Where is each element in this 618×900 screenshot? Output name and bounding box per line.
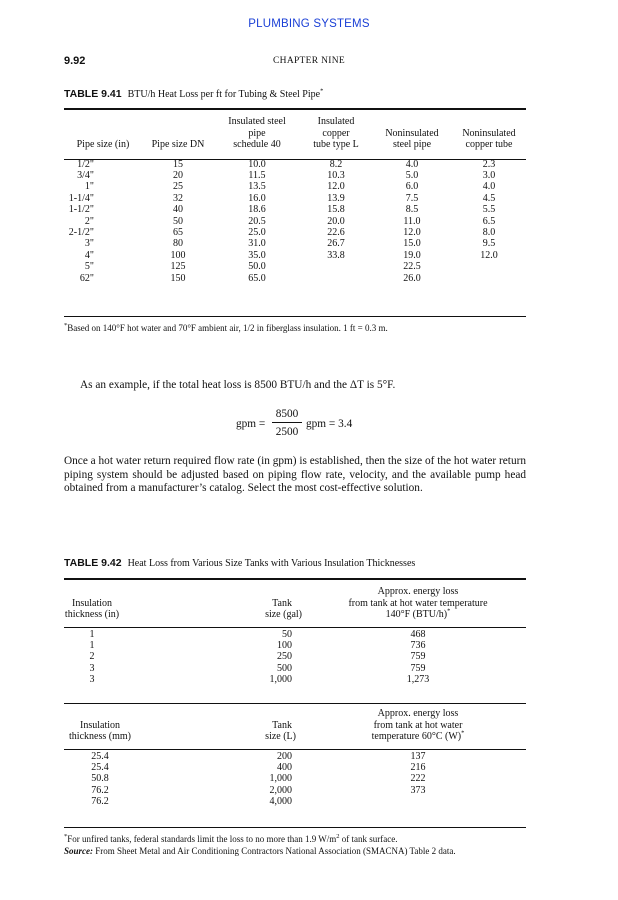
- table2-section-divider: [64, 703, 526, 704]
- table2-s1-header-tank-size: Tank size (gal): [265, 597, 302, 620]
- table2-s1-row: [64, 663, 526, 674]
- table2-s1-row: [64, 640, 526, 651]
- table1-header-noninsulated-copper: Noninsulated copper tube: [462, 127, 516, 150]
- equation-numerator: 8500: [275, 408, 299, 420]
- table1-cell: 150: [170, 272, 186, 284]
- table2-s2-row: [64, 743, 526, 762]
- table2-s1-header-thickness: Insulation thickness (in): [64, 597, 120, 620]
- table1-cell: 31.0: [248, 238, 266, 250]
- table2-caption: [64, 557, 415, 569]
- table1-cell: 1-1/4": [68, 192, 94, 204]
- table2-label: TABLE 9.42: [64, 557, 122, 569]
- table1-cell: 50: [173, 215, 183, 227]
- table1-title: BTU/h Heat Loss per ft for Tubing & Steel Pipe: [127, 89, 321, 100]
- table2-s1-cell: 759: [410, 651, 426, 663]
- table1-cell: 16.0: [248, 192, 266, 204]
- table2-s2-cell: 4,000: [269, 796, 292, 808]
- equation-denominator: 2500: [275, 426, 299, 438]
- table2-s2-cell: 25.4: [91, 761, 109, 773]
- table1-cell: 8.2: [329, 158, 343, 170]
- table1-cell: 65: [173, 226, 183, 238]
- running-head: PLUMBING SYSTEMS: [248, 18, 370, 30]
- table1-header-rule: [64, 159, 526, 160]
- table2-s1-row: [64, 674, 526, 685]
- table2-s1-cell: 1,273: [406, 674, 430, 686]
- table1-bottom-rule: [64, 316, 526, 317]
- table1-top-rule: [64, 108, 526, 110]
- table2-s2-cell: [310, 796, 526, 807]
- table2-s1-header-energy-loss: Approx. energy loss from tank at hot water temperature 140°F (BTU/h)*: [348, 586, 488, 620]
- table1-cell: 6.0: [405, 181, 419, 193]
- table1-cell: 3.0: [482, 169, 496, 181]
- table2-s2-row: [64, 785, 526, 796]
- table1-cell: 5.0: [405, 169, 419, 181]
- table1-cell: 100: [170, 249, 186, 261]
- table2-section2: [64, 708, 526, 808]
- table1-row: [64, 250, 526, 261]
- table1-header-pipe-size-in: Pipe size (in): [76, 139, 130, 150]
- table2-s1-cell: 1: [89, 639, 95, 651]
- table2-s1-cell: 1: [89, 628, 95, 640]
- table1-row: [64, 261, 526, 272]
- equation-fraction-bar: [272, 422, 302, 423]
- table1-cell: 2": [84, 215, 94, 227]
- table1-cell: 50.0: [248, 261, 266, 273]
- table1-row: [64, 193, 526, 204]
- table2-s1-cell: 3: [89, 662, 95, 674]
- table1-cell: 5.5: [482, 204, 496, 216]
- table2-s2-header-rule: [64, 749, 526, 750]
- gpm-equation: [236, 408, 396, 442]
- table1-cell: 25: [173, 181, 183, 193]
- table2-s2-cell: 200: [277, 750, 292, 762]
- table2-s2-header-tank-size: Tank size (L): [265, 719, 296, 742]
- table1-cell: 40: [173, 204, 183, 216]
- table1-cell: 11.0: [403, 215, 421, 227]
- table1-cell: 10.0: [248, 158, 266, 170]
- table2-s1-cell: 3: [89, 674, 95, 686]
- table1-cell: 25.0: [248, 226, 266, 238]
- table2-s1-cell: 250: [277, 651, 292, 663]
- table1-header-insulated-steel: Insulated steel pipe schedule 40: [228, 116, 286, 150]
- page-number: 9.92: [64, 55, 86, 67]
- table2-s2-cell: 50.8: [91, 773, 109, 785]
- table2-top-rule: [64, 578, 526, 580]
- table1-cell: 7.5: [405, 192, 419, 204]
- table1-cell: 33.8: [327, 249, 345, 261]
- table2-s2-row: [64, 796, 526, 807]
- table1-cell: 125: [170, 261, 186, 273]
- table1-cell: [452, 261, 526, 272]
- table1-cell: [452, 273, 526, 284]
- chapter-title: CHAPTER NINE: [273, 56, 345, 66]
- table1-cell: [300, 273, 372, 284]
- table1-cell: 8.5: [405, 204, 419, 216]
- table1-cell: 15: [173, 158, 183, 170]
- table1-cell: 62": [79, 272, 94, 284]
- table1-cell: 1/2": [77, 158, 94, 170]
- table1-cell: 11.5: [248, 169, 266, 181]
- table1-cell: 22.6: [327, 226, 345, 238]
- table2-s1-cell: 468: [410, 628, 426, 640]
- table1-cell: 9.5: [482, 238, 496, 250]
- table1-row: [64, 216, 526, 227]
- table2-s1-cell: 50: [282, 628, 292, 640]
- table1-cell: 4.0: [482, 181, 496, 193]
- table1-row: [64, 170, 526, 181]
- table1-cell: 12.0: [403, 226, 421, 238]
- table2-s1-cell: 736: [410, 639, 426, 651]
- table2-s2-cell: 25.4: [91, 750, 109, 762]
- table1-header-pipe-size-dn: Pipe size DN: [151, 139, 205, 150]
- table2-s1-cell: 500: [277, 662, 292, 674]
- table2-s1-cell: 2: [89, 651, 95, 663]
- equation-rhs: gpm = 3.4: [306, 418, 353, 430]
- table2-title: Heat Loss from Various Size Tanks with Various Insulation Thicknesses: [127, 558, 416, 569]
- table1-cell: 4.0: [405, 158, 419, 170]
- table1-row: [64, 181, 526, 192]
- table1-cell: 4.5: [482, 192, 496, 204]
- table1-row: [64, 273, 526, 284]
- table1-cell: 2-1/2": [68, 226, 94, 238]
- table2-s2-cell: 222: [410, 773, 426, 785]
- table1-cell: 20.0: [327, 215, 345, 227]
- table1: [64, 116, 526, 284]
- table2-s1-header-rule: [64, 627, 526, 628]
- table1-cell: 5": [84, 261, 94, 273]
- table1-cell: 26.7: [327, 238, 345, 250]
- table1-cell: 3/4": [77, 169, 94, 181]
- table1-row: [64, 151, 526, 170]
- table2-s1-row: [64, 621, 526, 640]
- table1-cell: 3": [84, 238, 94, 250]
- table1-header-noninsulated-steel: Noninsulated steel pipe: [385, 127, 439, 150]
- table1-cell: 1": [84, 181, 94, 193]
- table1-cell: 15.8: [327, 204, 345, 216]
- table1-cell: 6.5: [482, 215, 496, 227]
- table2-s2-cell: 400: [277, 761, 292, 773]
- table1-caption: [64, 88, 323, 100]
- table1-cell: 8.0: [482, 226, 496, 238]
- table1-cell: [300, 261, 372, 272]
- table1-cell: 19.0: [403, 249, 421, 261]
- table2-s2-header-energy-loss: Approx. energy loss from tank at hot water temperature 60°C (W)*: [371, 708, 465, 742]
- table2-s2-cell: 2,000: [269, 784, 292, 796]
- table2-s2-row: [64, 762, 526, 773]
- table1-cell: 13.9: [327, 192, 345, 204]
- table2-s2-cell: 373: [410, 784, 426, 796]
- table1-cell: 22.5: [403, 261, 421, 273]
- paragraph: Once a hot water return required flow rate (in gpm) is established, then the size of the hot water return piping system should be adjusted based on piping flow rate, velocity, and the available pump head obtained from a manufacturer’s catalog. Select the most cost-effective solution.: [64, 455, 526, 494]
- table1-cell: 32: [173, 192, 183, 204]
- table1-label: TABLE 9.41: [64, 88, 122, 100]
- table1-row: [64, 204, 526, 215]
- table2-bottom-rule: [64, 827, 526, 828]
- table1-cell: 10.3: [327, 169, 345, 181]
- table2-s2-row: [64, 773, 526, 784]
- table2-s2-header-thickness: Insulation thickness (mm): [69, 719, 131, 742]
- table1-cell: 20: [173, 169, 183, 181]
- table1-footnote: *Based on 140°F hot water and 70°F ambient air, 1/2 in fiberglass insulation. 1 ft = 0.3 m.: [64, 322, 388, 333]
- table1-cell: 18.6: [248, 204, 266, 216]
- table1-cell: 15.0: [403, 238, 421, 250]
- table1-cell: 20.5: [248, 215, 266, 227]
- table1-cell: 80: [173, 238, 183, 250]
- table1-cell: 65.0: [248, 272, 266, 284]
- table2-s2-cell: 137: [410, 750, 426, 762]
- table1-cell: 12.0: [480, 249, 498, 261]
- table2-s2-cell: 76.2: [91, 784, 109, 796]
- equation-lhs: gpm =: [236, 418, 266, 430]
- table2-s2-cell: 216: [410, 761, 426, 773]
- table1-title-mark: *: [320, 87, 324, 95]
- table1-cell: 26.0: [403, 272, 421, 284]
- table2-s1-cell: 759: [410, 662, 426, 674]
- table1-header-insulated-copper: Insulated copper tube type L: [313, 116, 359, 150]
- table1-cell: 13.5: [248, 181, 266, 193]
- table2-s2-cell: 1,000: [269, 773, 292, 785]
- table2-s2-cell: 76.2: [91, 796, 109, 808]
- table1-cell: 35.0: [248, 249, 266, 261]
- table1-cell: 1-1/2": [68, 204, 94, 216]
- table2-source: Source: From Sheet Metal and Air Conditioning Contractors National Association (SMACNA) Table 2 data.: [64, 846, 456, 856]
- example-text: As an example, if the total heat loss is 8500 BTU/h and the ΔT is 5°F.: [80, 379, 396, 391]
- table1-cell: 4": [84, 249, 94, 261]
- table2-s1-row: [64, 651, 526, 662]
- table2-section1: [64, 586, 526, 686]
- table2-s1-cell: 1,000: [269, 674, 292, 686]
- table1-cell: 2.3: [482, 158, 496, 170]
- table1-row: [64, 227, 526, 238]
- table2-footnote: *For unfired tanks, federal standards limit the loss to no more than 1.9 $W/m^2$ of tank surface.: [64, 833, 398, 844]
- table1-cell: 12.0: [327, 181, 345, 193]
- table1-row: [64, 238, 526, 249]
- table2-s1-cell: 100: [277, 639, 292, 651]
